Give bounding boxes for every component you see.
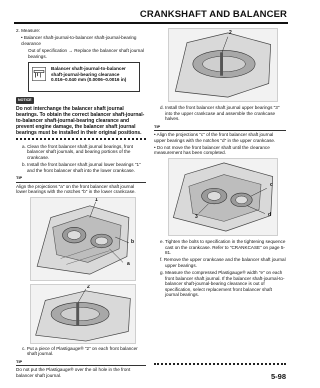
callout-c: c	[270, 181, 273, 188]
figure-lower-crankcase-bearings	[30, 197, 136, 281]
notice-text: Do not interchange the balancer shaft journal bearings. To obtain the correct balancer shaft-journal-to-balancer shaft-journal-bearing clearance and prevent engine damage, the balancer shaft journal bearings must be installed in their original positions.	[16, 105, 145, 136]
out-of-spec-text: Out of specification → Replace the balancer shaft journal bearings.	[28, 47, 144, 59]
tip-label-3: TIP	[154, 123, 161, 129]
spec-value: 0.016–0.040 mm (0.0006–0.0016 in)	[51, 76, 127, 82]
tip-1-text: Align the projections "a" on the front balancer shaft journal lower bearings with the notches "b" in the lower crankcase.	[16, 183, 136, 195]
tip-rule	[16, 365, 146, 366]
spec-title: Balancer shaft-journal-to-balancer shaft-journal-bearing clearance	[51, 66, 126, 77]
figure-plastigauge	[30, 284, 136, 344]
figure-plastigauge-top	[168, 28, 278, 102]
callout-b: b	[131, 238, 135, 245]
crankcase-illustration	[31, 198, 135, 280]
figure-upper-crankcase-bearings	[168, 158, 278, 236]
specification-box	[28, 62, 140, 92]
right-column	[154, 28, 286, 300]
callout-3: 3	[195, 213, 198, 220]
callout-d: d	[268, 211, 272, 218]
section-divider	[16, 138, 146, 142]
tip-2-text: Do not put the Plastigauge® over the oil hole in the front balancer shaft journal.	[16, 367, 131, 378]
spec-text	[51, 66, 139, 82]
header-rule	[14, 22, 288, 24]
left-column	[16, 28, 146, 380]
tip-label-2: TIP	[16, 358, 23, 364]
step-f: f. Remove the upper crankcase and the balancer shaft journal upper bearings.	[160, 257, 286, 268]
bullet-measure: • Balancer shaft-journal-to-balancer shaft-journal-bearing clearance	[21, 35, 137, 46]
upper-crankcase-illustration	[169, 159, 277, 235]
tip-rule	[16, 182, 146, 183]
tip-3b-text: • Do not move the front balancer shaft until the clearance measurement has been completed.	[154, 144, 270, 156]
tip-rule	[154, 130, 286, 131]
step-a: a. Clean the front balancer shaft journal bearings, front balancer shaft journals, and bearing portions of the crankcase.	[22, 143, 134, 160]
step-e: e. Tighten the bolts to specification in the tightening sequence cast on the crankcase. Refer to "CRANKCASE" on page 5-81.	[160, 238, 286, 256]
plastigauge-illustration	[31, 285, 135, 343]
tip-label-1: TIP	[16, 175, 23, 181]
callout-a: a	[127, 260, 130, 267]
journal-illustration	[169, 29, 277, 101]
step-b: b. Install the front balancer shaft journal lower bearings "1" and the front balancer shaft into the lower crankcase.	[22, 162, 141, 173]
callout-2: 2	[87, 283, 90, 290]
step-d: d. Install the front balancer shaft journal upper bearings "3" into the upper crankcase and assemble the crankcase halves.	[160, 105, 280, 122]
callout-1: 1	[95, 196, 98, 203]
tip-3a-text: • Align the projections "c" of the front balancer shaft journal upper bearings with the notches "d" in the upper crankcase.	[154, 131, 276, 143]
step-2: 2. Measure:	[16, 28, 41, 33]
caliper-icon	[32, 67, 46, 81]
step-c: c. Put a piece of Plastigauge® "2" on each front balancer shaft journal.	[22, 345, 138, 357]
notice-badge: NOTICE	[16, 97, 34, 104]
page-number: 5-98	[270, 372, 286, 381]
end-divider	[154, 363, 286, 365]
callout-2-right: 2	[229, 30, 232, 36]
step-g: g. Measure the compressed Plastigauge® width "e" on each front balancer shaft journal. If the balancer shaft-journal-to-balancer shaft-journal-bearing clearance is out of specification, select replacement front balancer shaft journal bearings.	[160, 270, 285, 298]
page-header-title: CRANKSHAFT AND BALANCER	[139, 9, 287, 20]
